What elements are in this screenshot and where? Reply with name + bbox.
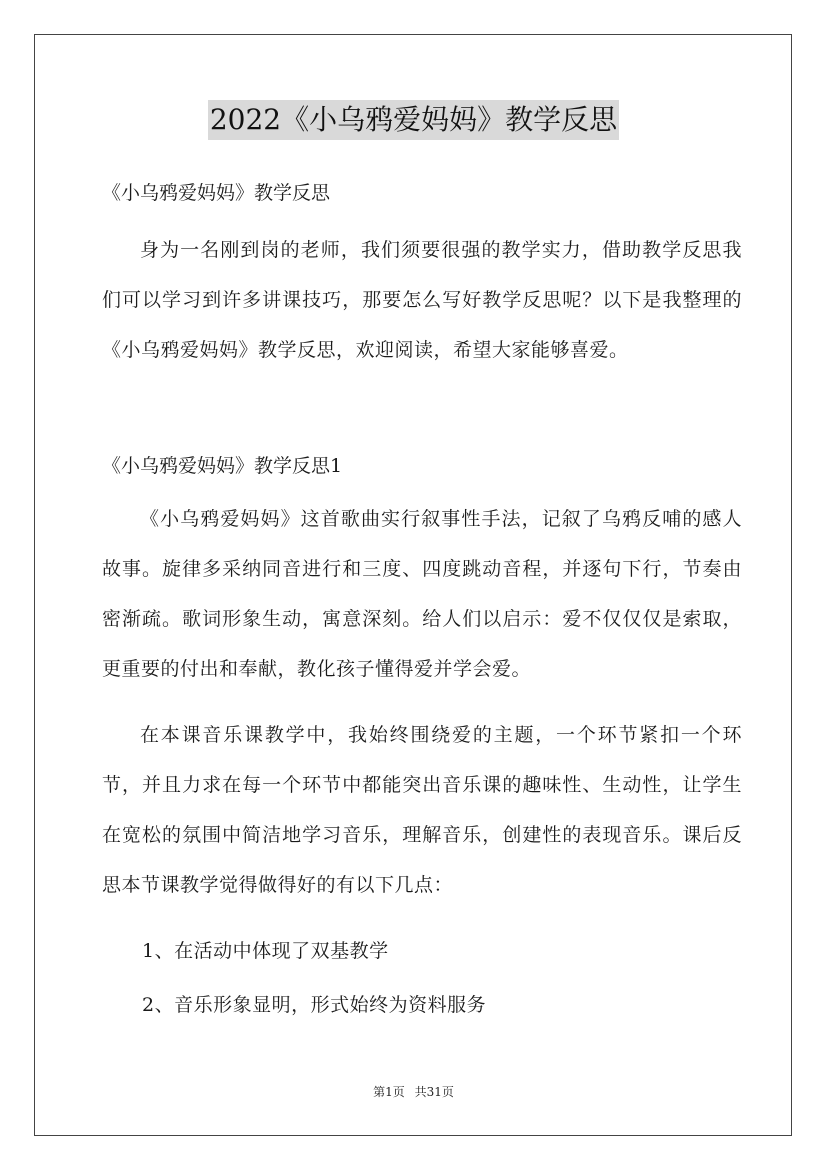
list-item: 2、音乐形象显明，形式始终为资料服务 [142, 994, 487, 1016]
section1-heading: 《小乌鸦爱妈妈》教学反思1 [102, 455, 343, 477]
title-container [0, 100, 827, 140]
section1-paragraph-2: 在本课音乐课教学中，我始终围绕爱的主题，一个环节紧扣一个环节，并且力求在每一个环节中都能突出音乐课的趣味性、生动性，让学生在宽松的氛围中简洁地学习音乐，理解音乐，创建性的表现音乐。课后反思本节课教学觉得做得好的有以下几点： [102, 724, 742, 896]
document-title: 2022《小乌鸦爱妈妈》教学反思 [208, 100, 619, 140]
intro-paragraph: 身为一名刚到岗的老师，我们须要很强的教学实力，借助教学反思我们可以学习到许多讲课技巧，那要怎么写好教学反思呢？以下是我整理的《小乌鸦爱妈妈》教学反思，欢迎阅读，希望大家能够喜爱。 [102, 239, 742, 361]
subheading-main: 《小乌鸦爱妈妈》教学反思 [102, 182, 331, 204]
page-total: 共31页 [414, 1085, 454, 1099]
section1-paragraph-1: 《小乌鸦爱妈妈》这首歌曲实行叙事性手法，记叙了乌鸦反哺的感人故事。旋律多采纳同音进行和三度、四度跳动音程，并逐句下行，节奏由密渐疏。歌词形象生动，寓意深刻。给人们以启示：爱不仅仅仅是索取，更重要的付出和奉献，教化孩子懂得爱并学会爱。 [102, 508, 742, 680]
list-item: 1、在活动中体现了双基教学 [142, 940, 389, 962]
page-number: 第1页 [373, 1085, 405, 1099]
page-footer [0, 1084, 827, 1100]
